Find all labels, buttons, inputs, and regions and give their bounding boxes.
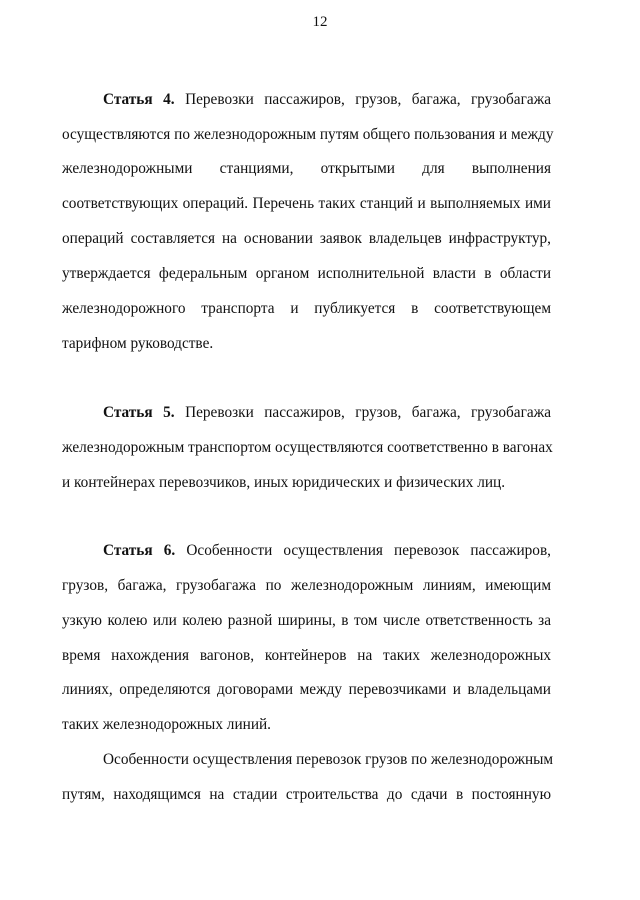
article-4-label: Статья 4. <box>103 91 175 108</box>
article-6-line-3: узкую колею или колею разной ширины, в том числе ответственность за <box>62 612 551 629</box>
article-6-label: Статья 6. <box>103 542 176 559</box>
article-6-line-6: таких железнодорожных линий. <box>62 716 272 733</box>
article-4-line-3: железнодорожными станциями, открытыми для выполнения <box>62 160 551 177</box>
article-5-line-2: железнодорожным транспортом осуществляются соответственно в вагонах <box>62 439 553 456</box>
article-5-label: Статья 5. <box>103 404 175 421</box>
article-6-line-1 <box>103 541 551 561</box>
article-4-line-1 <box>103 90 551 110</box>
article-6-line-4: время нахождения вагонов, контейнеров на таких железнодорожных <box>62 647 551 664</box>
article-6-line-5: линиях, определяются договорами между перевозчиками и владельцами <box>62 681 551 698</box>
article-4-line-8: тарифном руководстве. <box>62 335 214 352</box>
article-4-line-6: утверждается федеральным органом исполнительной власти в области <box>62 265 551 282</box>
article-4-line-4: соответствующих операций. Перечень таких станций и выполняемых ими <box>62 195 551 212</box>
article-4-text: Перевозки пассажиров, грузов, багажа, грузобагажа <box>185 91 551 108</box>
article-6-text: Особенности осуществления перевозок пассажиров, <box>186 542 551 559</box>
article-4-line-7: железнодорожного транспорта и публикуется в соответствующем <box>62 300 551 317</box>
article-6-para2-line-1: Особенности осуществления перевозок грузов по железнодорожным <box>103 751 554 768</box>
article-5-line-1 <box>103 403 551 423</box>
article-4-line-2: осуществляются по железнодорожным путям общего пользования и между <box>62 126 554 143</box>
article-5-line-3: и контейнерах перевозчиков, иных юридических и физических лиц. <box>62 474 506 491</box>
article-6-line-2: грузов, багажа, грузобагажа по железнодорожным линиям, имеющим <box>62 577 551 594</box>
article-4-line-5: операций составляется на основании заявок владельцев инфраструктур, <box>62 230 551 247</box>
article-5-text: Перевозки пассажиров, грузов, багажа, грузобагажа <box>185 404 551 421</box>
page-number: 12 <box>312 14 328 30</box>
article-6-para2-line-2: путям, находящимся на стадии строительства до сдачи в постоянную <box>62 786 551 803</box>
